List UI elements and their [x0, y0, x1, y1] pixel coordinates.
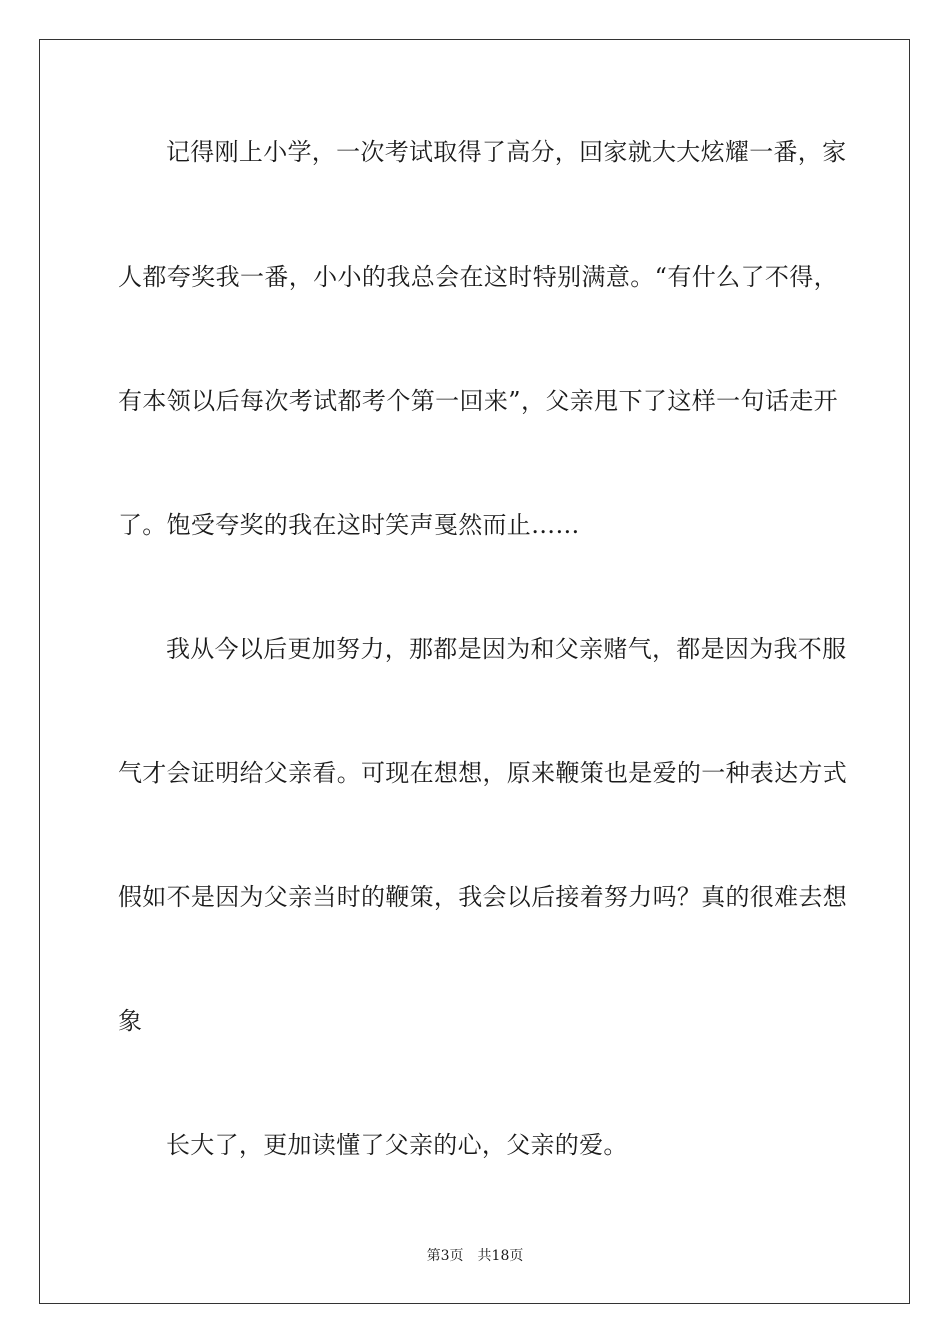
text-line: 气才会证明给父亲看。可现在想想，原来鞭策也是爱的一种表达方式 [118, 759, 847, 787]
text-line: 人都夸奖我一番，小小的我总会在这时特别满意。“有什么了不得， [118, 263, 838, 291]
text-line: 长大了，更加读懂了父亲的心，父亲的爱。 [166, 1131, 628, 1159]
text-line: 了。饱受夸奖的我在这时笑声戛然而止…… [118, 511, 580, 539]
text-line: 假如不是因为父亲当时的鞭策，我会以后接着努力吗？真的很难去想 [118, 883, 847, 911]
page-number-footer: 第3页 共18页 [426, 1248, 524, 1264]
text-line: 记得刚上小学，一次考试取得了高分，回家就大大炫耀一番，家 [166, 138, 847, 166]
page-border [39, 39, 910, 1304]
text-line: 有本领以后每次考试都考个第一回来”，父亲甩下了这样一句话走开 [118, 387, 838, 415]
text-line: 象 [118, 1007, 143, 1035]
text-line: 我从今以后更加努力，那都是因为和父亲赌气，都是因为我不服 [166, 635, 847, 663]
